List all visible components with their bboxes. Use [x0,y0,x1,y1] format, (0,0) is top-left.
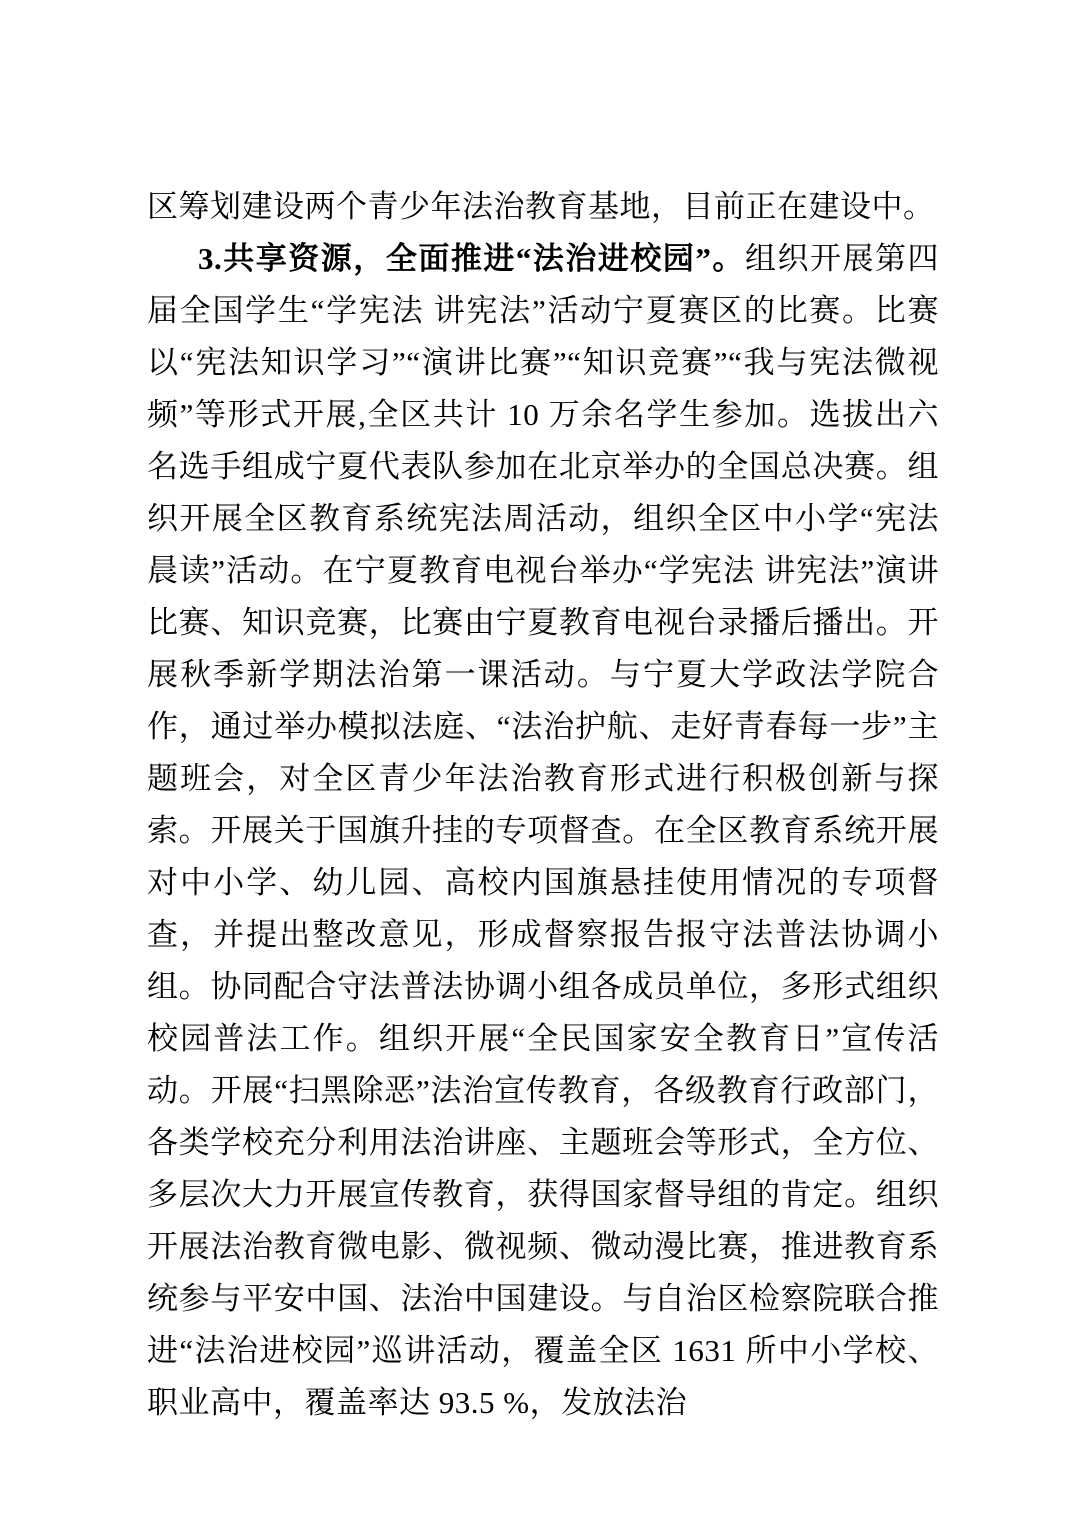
paragraph [147,233,939,1429]
paragraph [147,181,939,233]
paragraph-text: 组织开展第四届全国学生“学宪法 讲宪法”活动宁夏赛区的比赛。比赛以“宪法知识学习”“演讲比赛”“知识竞赛”“我与宪法微视频”等形式开展,全区共计 10 万余名学生参加。选拔出六名选手组成宁夏代表队参加在北京举办的全国总决赛。组织开展全区教育系统宪法周活动，组织全区中小学“宪法晨读”活动。在宁夏教育电视台举办“学宪法 讲宪法”演讲比赛、知识竞赛，比赛由宁夏教育电视台录播后播出。开展秋季新学期法治第一课活动。与宁夏大学政法学院合作，通过举办模拟法庭、“法治护航、走好青春每一步”主题班会，对全区青少年法治教育形式进行积极创新与探索。开展关于国旗升挂的专项督查。在全区教育系统开展对中小学、幼儿园、高校内国旗悬挂使用情况的专项督查，并提出整改意见，形成督察报告报守法普法协调小组。协同配合守法普法协调小组各成员单位，多形式组织校园普法工作。组织开展“全民国家安全教育日”宣传活动。开展“扫黑除恶”法治宣传教育，各级教育行政部门，各类学校充分利用法治讲座、主题班会等形式，全方位、多层次大力开展宣传教育，获得国家督导组的肯定。组织开展法治教育微电影、微视频、微动漫比赛，推进教育系统参与平安中国、法治中国建设。与自治区检察院联合推进“法治进校园”巡讲活动，覆盖全区 1631 所中小学校、职业高中，覆盖率达 93.5 %，发放法治 [147,241,940,1420]
paragraph-text: 区筹划建设两个青少年法治教育基地，目前正在建设中。 [147,189,935,224]
document-body [147,181,939,1429]
paragraph-lead-bold: 3.共享资源，全面推进“法治进校园”。 [198,241,745,276]
